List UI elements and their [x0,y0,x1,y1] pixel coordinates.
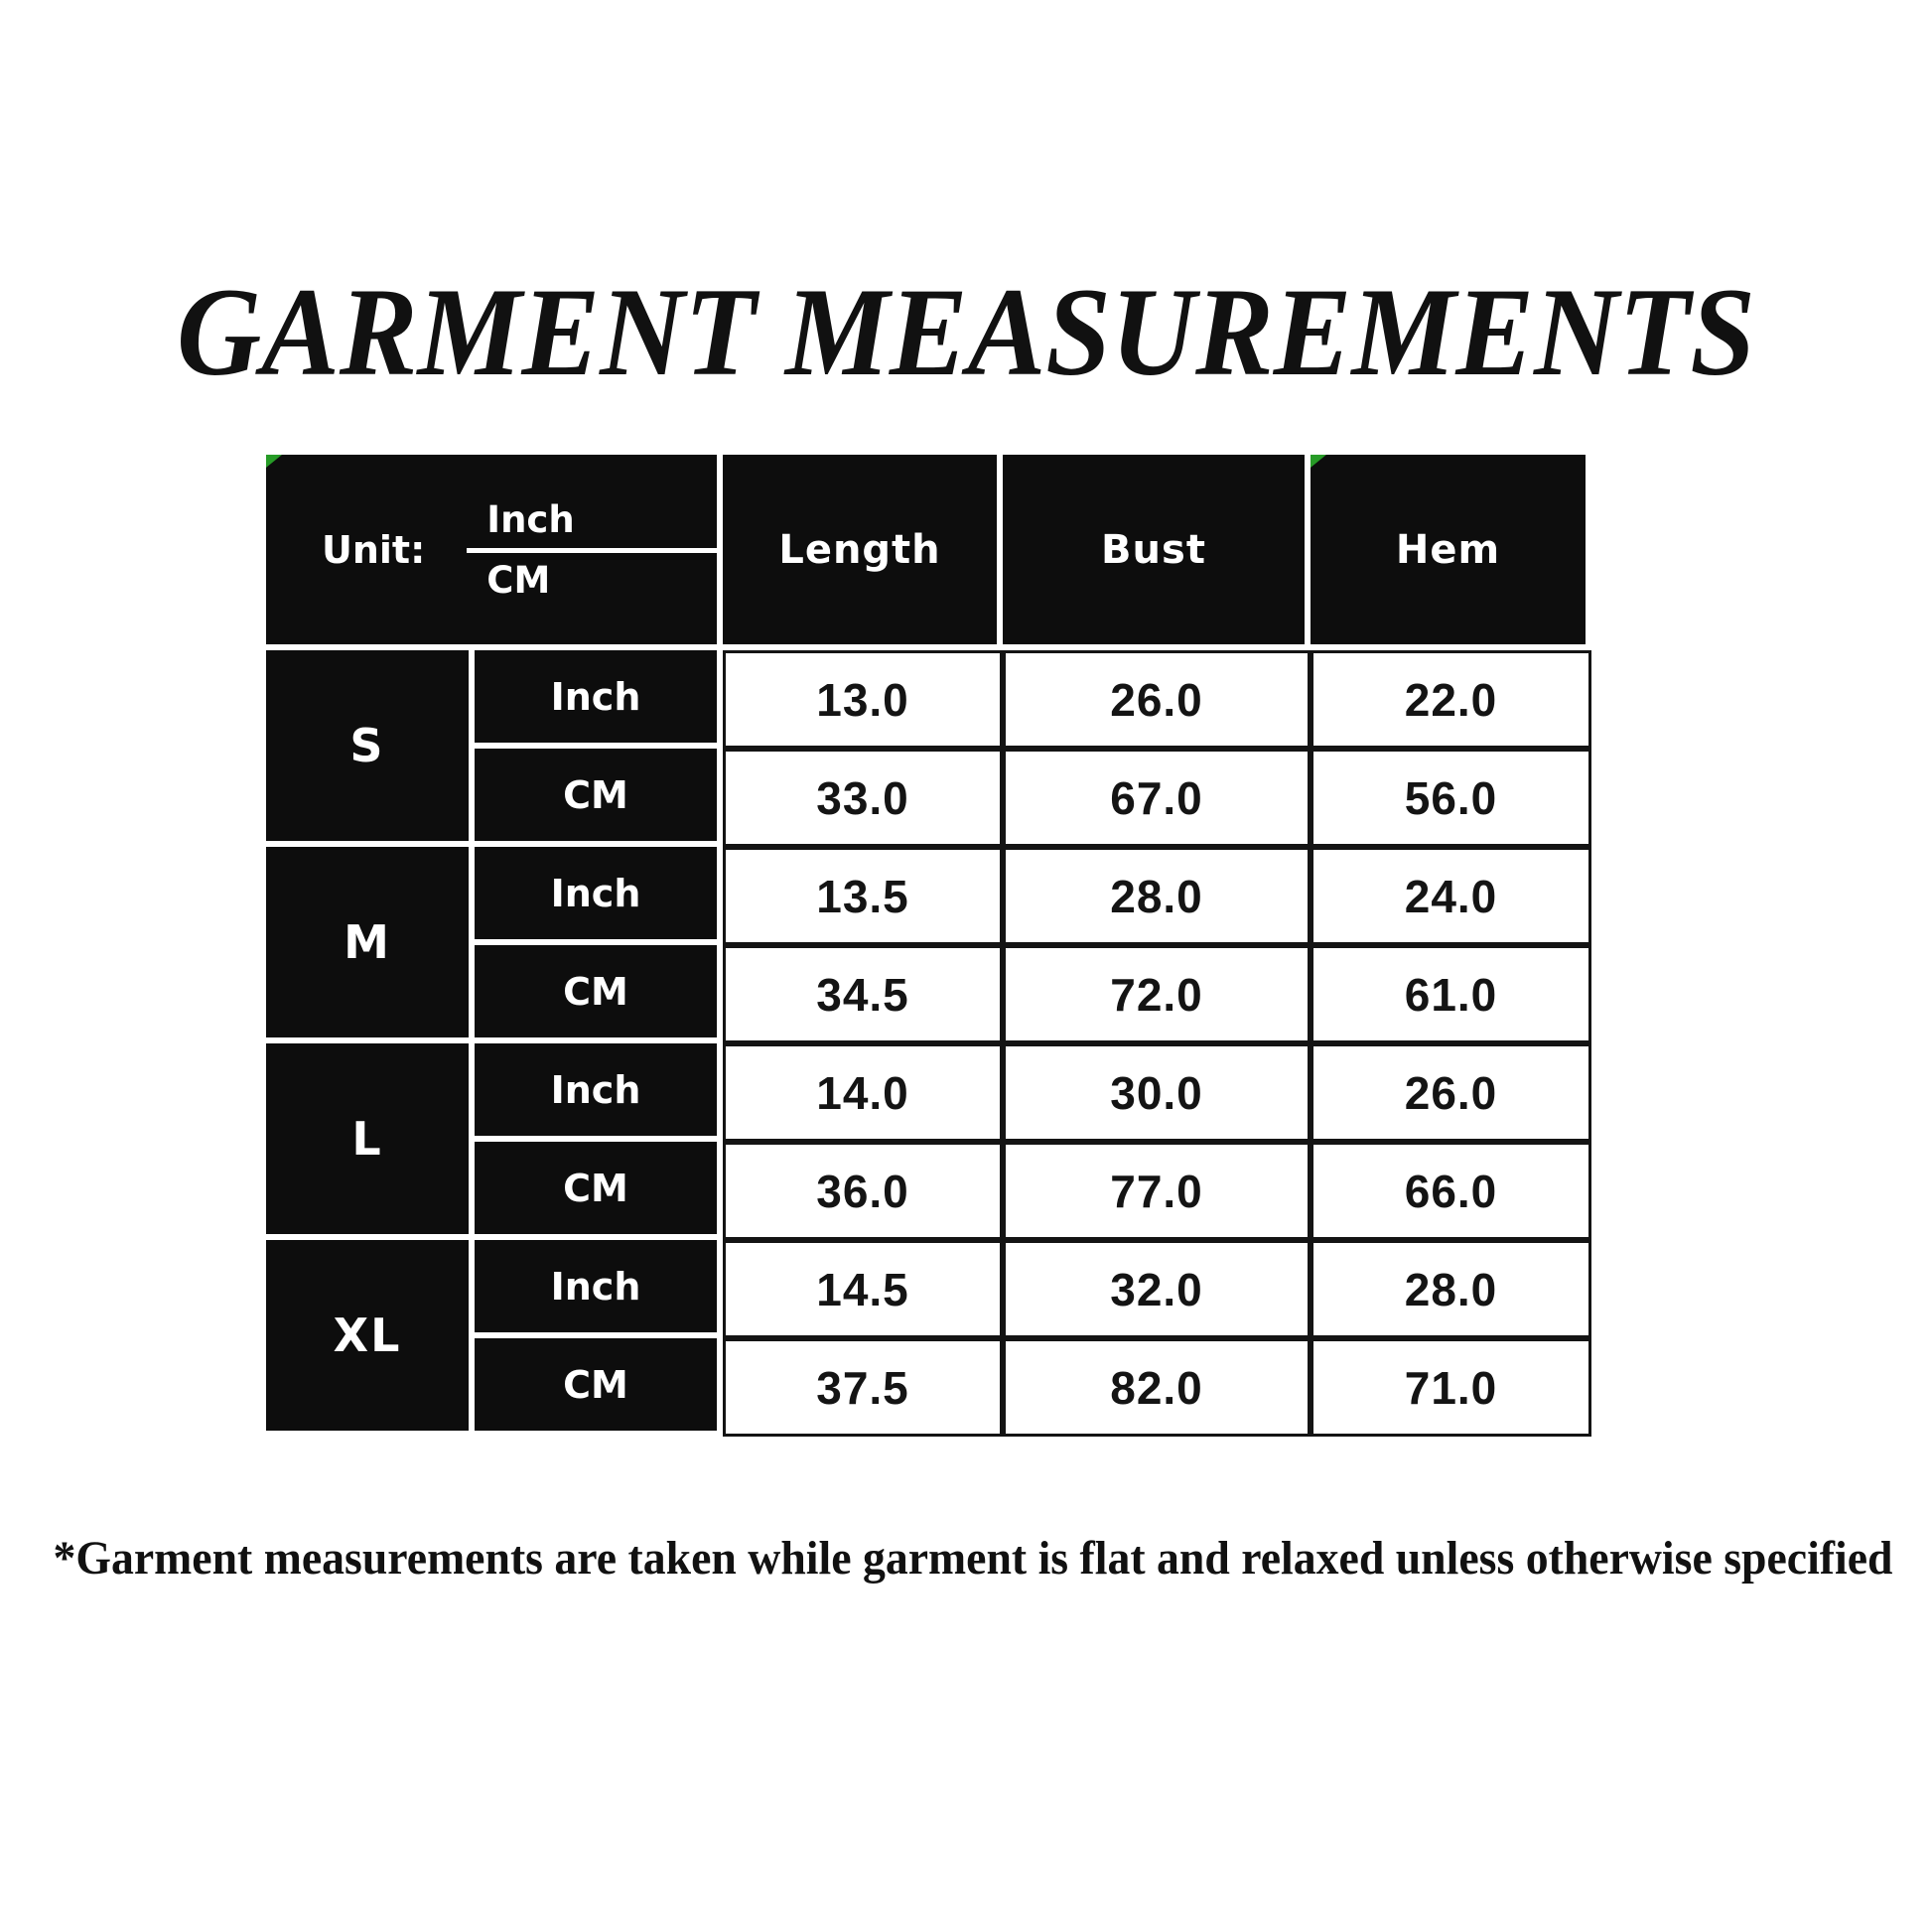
measurements-table [266,455,1591,1437]
header-label-hem: Hem [1395,526,1501,573]
value-cell-m-cm-bust: 72.0 [1003,945,1311,1043]
value-cell-xl-inch-length: 14.5 [723,1240,1003,1338]
value-cell-l-inch-length: 14.0 [723,1043,1003,1142]
value-cell-xl-inch-bust: 32.0 [1003,1240,1311,1338]
value-cell-s-cm-length: 33.0 [723,749,1003,847]
table-row-m-inch [266,847,1591,945]
table-row-xl-inch [266,1240,1591,1338]
unit-label: Unit: [322,527,426,572]
value-cell-xl-cm-length: 37.5 [723,1338,1003,1437]
header-cell-bust: Bust [1003,455,1311,650]
header-cell-length: Length [723,455,1003,650]
value-cell-m-inch-length: 13.5 [723,847,1003,945]
unit-cell-xl-inch: Inch [475,1240,723,1338]
value-cell-l-inch-hem: 26.0 [1311,1043,1591,1142]
unit-cell-m-inch: Inch [475,847,723,945]
size-cell-l: L [266,1043,475,1240]
value-cell-l-cm-length: 36.0 [723,1142,1003,1240]
footnote-graphic [0,1494,1932,1603]
size-cell-xl: XL [266,1240,475,1437]
unit-cell-m-cm: CM [475,945,723,1043]
unit-cell-s-inch: Inch [475,650,723,749]
header-cell-hem [1311,455,1591,650]
unit-fraction-cm: CM [486,558,551,602]
unit-cell-l-inch: Inch [475,1043,723,1142]
value-cell-s-inch-length: 13.0 [723,650,1003,749]
value-cell-xl-cm-hem: 71.0 [1311,1338,1591,1437]
value-cell-s-cm-bust: 67.0 [1003,749,1311,847]
value-cell-s-cm-hem: 56.0 [1311,749,1591,847]
header-row [266,455,1591,650]
value-cell-xl-inch-hem: 28.0 [1311,1240,1591,1338]
unit-cell-xl-cm: CM [475,1338,723,1437]
corner-marker-icon [1311,455,1326,468]
unit-cell-l-cm: CM [475,1142,723,1240]
footnote-text: *Garment measurements are taken while garment is flat and relaxed unless otherwise specified [53,1532,1893,1585]
value-cell-m-cm-length: 34.5 [723,945,1003,1043]
corner-marker-icon [266,455,282,468]
table-row-l-inch [266,1043,1591,1142]
size-cell-m: M [266,847,475,1043]
table-row-s-inch [266,650,1591,749]
value-cell-m-inch-hem: 24.0 [1311,847,1591,945]
unit-cell-s-cm: CM [475,749,723,847]
page-title-graphic [0,238,1932,407]
value-cell-xl-cm-bust: 82.0 [1003,1338,1311,1437]
value-cell-l-cm-hem: 66.0 [1311,1142,1591,1240]
value-cell-s-inch-bust: 26.0 [1003,650,1311,749]
unit-fraction [467,498,717,602]
value-cell-l-inch-bust: 30.0 [1003,1043,1311,1142]
unit-fraction-group [266,498,717,602]
value-cell-m-cm-hem: 61.0 [1311,945,1591,1043]
value-cell-m-inch-bust: 28.0 [1003,847,1311,945]
unit-fraction-inch: Inch [467,498,717,553]
page-title: GARMENT MEASUREMENTS [177,263,1755,402]
value-cell-l-cm-bust: 77.0 [1003,1142,1311,1240]
value-cell-s-inch-hem: 22.0 [1311,650,1591,749]
size-cell-s: S [266,650,475,847]
header-cell-unit [266,455,723,650]
